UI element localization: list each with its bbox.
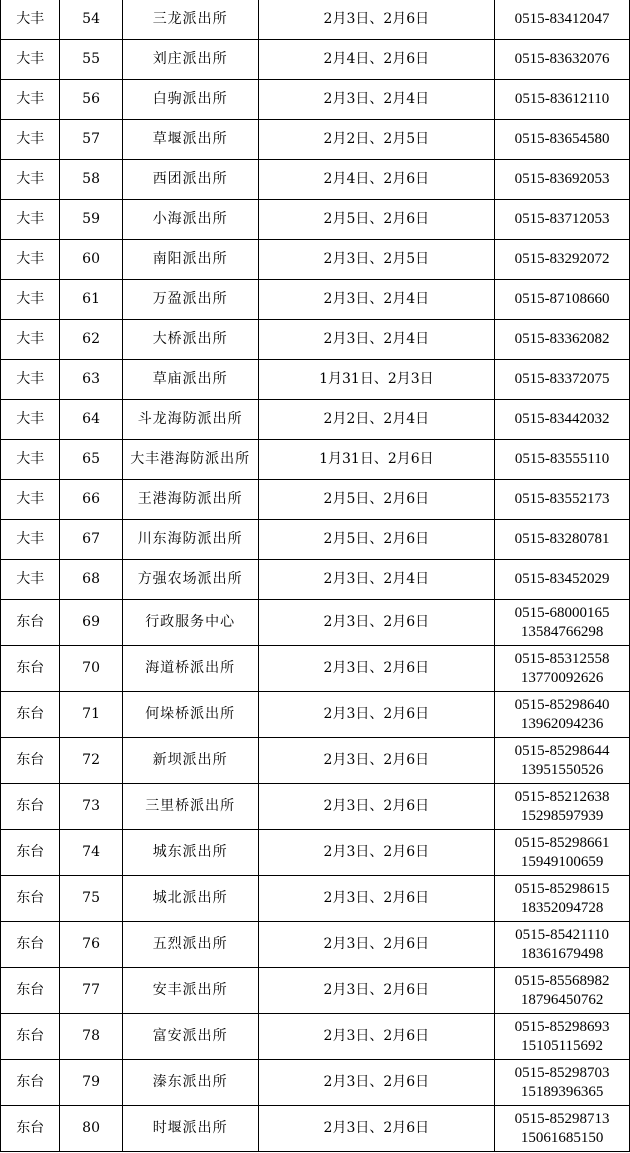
phone-number: 0515-85212638 [514, 788, 610, 805]
number-cell: 61 [60, 280, 122, 320]
table-row [1, 80, 630, 120]
phone-number: 18361679498 [520, 945, 604, 962]
phone-number: 0515-83692053 [514, 171, 610, 187]
phone-cell [495, 160, 630, 200]
phone-cell [495, 80, 630, 120]
station-name-cell: 大桥派出所 [122, 320, 258, 360]
district-cell: 东台 [1, 692, 60, 738]
district-cell: 大丰 [1, 280, 60, 320]
district-cell: 东台 [1, 738, 60, 784]
phone-number: 0515-85298693 [514, 1018, 610, 1035]
table-row [1, 968, 630, 1014]
table-row [1, 320, 630, 360]
table-row [1, 1060, 630, 1106]
district-cell: 大丰 [1, 480, 60, 520]
phone-cell [495, 400, 630, 440]
station-name-cell: 新坝派出所 [122, 738, 258, 784]
phone-number: 0515-85298615 [514, 880, 610, 897]
phone-cell [495, 1014, 630, 1060]
district-cell: 大丰 [1, 120, 60, 160]
phone-number: 0515-85298661 [514, 834, 610, 851]
station-name-cell: 富安派出所 [122, 1014, 258, 1060]
phone-cell [495, 520, 630, 560]
dates-cell: 2月3日、2月6日 [258, 876, 495, 922]
phone-number: 0515-83280781 [514, 531, 610, 547]
dates-cell: 2月2日、2月4日 [258, 400, 495, 440]
phone-number: 0515-83555110 [514, 451, 610, 467]
number-cell: 77 [60, 968, 122, 1014]
district-cell: 东台 [1, 830, 60, 876]
district-cell: 大丰 [1, 200, 60, 240]
table-row [1, 360, 630, 400]
table-row [1, 830, 630, 876]
dates-cell: 2月3日、2月6日 [258, 784, 495, 830]
phone-number: 0515-83442032 [514, 411, 610, 427]
station-name-cell: 刘庄派出所 [122, 40, 258, 80]
dates-cell: 2月3日、2月6日 [258, 646, 495, 692]
number-cell: 68 [60, 560, 122, 600]
station-name-cell: 白驹派出所 [122, 80, 258, 120]
number-cell: 65 [60, 440, 122, 480]
phone-cell [495, 1106, 630, 1152]
table-row [1, 1014, 630, 1060]
station-name-cell: 草堰派出所 [122, 120, 258, 160]
number-cell: 72 [60, 738, 122, 784]
phone-number: 0515-85298644 [514, 742, 610, 759]
station-name-cell: 草庙派出所 [122, 360, 258, 400]
table-row [1, 646, 630, 692]
dates-cell: 1月31日、2月6日 [258, 440, 495, 480]
station-name-cell: 南阳派出所 [122, 240, 258, 280]
phone-cell [495, 646, 630, 692]
district-cell: 东台 [1, 922, 60, 968]
phone-number: 15298597939 [520, 807, 604, 824]
dates-cell: 2月5日、2月6日 [258, 480, 495, 520]
district-cell: 东台 [1, 646, 60, 692]
number-cell: 57 [60, 120, 122, 160]
phone-number: 15189396365 [520, 1083, 604, 1100]
number-cell: 60 [60, 240, 122, 280]
number-cell: 59 [60, 200, 122, 240]
phone-cell [495, 738, 630, 784]
station-name-cell: 西团派出所 [122, 160, 258, 200]
phone-number: 0515-83632076 [514, 51, 610, 67]
dates-cell: 2月3日、2月4日 [258, 560, 495, 600]
district-cell: 大丰 [1, 520, 60, 560]
phone-number: 0515-85312558 [514, 650, 610, 667]
station-name-cell: 三里桥派出所 [122, 784, 258, 830]
station-name-cell: 三龙派出所 [122, 0, 258, 40]
district-cell: 东台 [1, 1106, 60, 1152]
dates-cell: 2月3日、2月6日 [258, 692, 495, 738]
phone-number: 13770092626 [520, 669, 604, 686]
phone-number: 0515-83362082 [514, 331, 610, 347]
district-cell: 大丰 [1, 360, 60, 400]
table-row [1, 738, 630, 784]
phone-cell [495, 320, 630, 360]
dates-cell: 2月3日、2月4日 [258, 80, 495, 120]
table-row [1, 40, 630, 80]
dates-cell: 2月3日、2月6日 [258, 922, 495, 968]
district-cell: 大丰 [1, 560, 60, 600]
phone-cell [495, 922, 630, 968]
table-row [1, 520, 630, 560]
phone-number: 0515-83712053 [514, 211, 610, 227]
station-name-cell: 斗龙海防派出所 [122, 400, 258, 440]
dates-cell: 2月3日、2月6日 [258, 600, 495, 646]
phone-cell [495, 1060, 630, 1106]
table-row [1, 784, 630, 830]
district-cell: 大丰 [1, 0, 60, 40]
dates-cell: 2月3日、2月6日 [258, 830, 495, 876]
phone-number: 0515-85298703 [514, 1064, 610, 1081]
table-row [1, 692, 630, 738]
phone-cell [495, 968, 630, 1014]
number-cell: 66 [60, 480, 122, 520]
phone-cell [495, 240, 630, 280]
number-cell: 69 [60, 600, 122, 646]
dates-cell: 2月2日、2月5日 [258, 120, 495, 160]
dates-cell: 2月5日、2月6日 [258, 520, 495, 560]
table-row [1, 440, 630, 480]
table-row [1, 120, 630, 160]
district-cell: 东台 [1, 968, 60, 1014]
table-row [1, 480, 630, 520]
table-row [1, 922, 630, 968]
phone-number: 0515-85421110 [515, 926, 609, 943]
phone-number: 15061685150 [520, 1129, 604, 1146]
number-cell: 56 [60, 80, 122, 120]
station-name-cell: 川东海防派出所 [122, 520, 258, 560]
dates-cell: 1月31日、2月3日 [258, 360, 495, 400]
phone-cell [495, 360, 630, 400]
phone-cell [495, 0, 630, 40]
station-name-cell: 安丰派出所 [122, 968, 258, 1014]
station-name-cell: 城东派出所 [122, 830, 258, 876]
dates-cell: 2月4日、2月6日 [258, 160, 495, 200]
number-cell: 54 [60, 0, 122, 40]
dates-cell: 2月3日、2月5日 [258, 240, 495, 280]
number-cell: 78 [60, 1014, 122, 1060]
station-name-cell: 方强农场派出所 [122, 560, 258, 600]
phone-number: 0515-83372075 [514, 371, 610, 387]
dates-cell: 2月3日、2月6日 [258, 1014, 495, 1060]
number-cell: 64 [60, 400, 122, 440]
number-cell: 63 [60, 360, 122, 400]
number-cell: 76 [60, 922, 122, 968]
phone-number: 0515-85298713 [514, 1110, 610, 1127]
number-cell: 58 [60, 160, 122, 200]
phone-number: 15105115692 [521, 1037, 604, 1054]
phone-cell [495, 876, 630, 922]
station-name-cell: 时堰派出所 [122, 1106, 258, 1152]
table-row [1, 200, 630, 240]
district-cell: 大丰 [1, 320, 60, 360]
table-row [1, 240, 630, 280]
phone-number: 0515-83452029 [514, 571, 610, 587]
station-name-cell: 万盈派出所 [122, 280, 258, 320]
district-cell: 大丰 [1, 440, 60, 480]
number-cell: 71 [60, 692, 122, 738]
phone-cell [495, 200, 630, 240]
dates-cell: 2月3日、2月4日 [258, 280, 495, 320]
phone-number: 15949100659 [520, 853, 604, 870]
district-cell: 东台 [1, 876, 60, 922]
phone-cell [495, 830, 630, 876]
station-name-cell: 何垛桥派出所 [122, 692, 258, 738]
table-row [1, 1106, 630, 1152]
phone-cell [495, 692, 630, 738]
phone-number: 0515-85568982 [514, 972, 610, 989]
station-name-cell: 王港海防派出所 [122, 480, 258, 520]
station-name-cell: 城北派出所 [122, 876, 258, 922]
table-row [1, 876, 630, 922]
phone-cell [495, 280, 630, 320]
table-row [1, 280, 630, 320]
phone-number: 0515-83654580 [514, 131, 610, 147]
table-row [1, 160, 630, 200]
dates-cell: 2月5日、2月6日 [258, 200, 495, 240]
station-name-cell: 行政服务中心 [122, 600, 258, 646]
dates-cell: 2月3日、2月4日 [258, 320, 495, 360]
number-cell: 80 [60, 1106, 122, 1152]
dates-cell: 2月3日、2月6日 [258, 1106, 495, 1152]
table-row [1, 0, 630, 40]
district-cell: 大丰 [1, 80, 60, 120]
dates-cell: 2月4日、2月6日 [258, 40, 495, 80]
dates-cell: 2月3日、2月6日 [258, 0, 495, 40]
station-name-cell: 五烈派出所 [122, 922, 258, 968]
phone-number: 0515-83552173 [514, 491, 610, 507]
number-cell: 73 [60, 784, 122, 830]
station-name-cell: 小海派出所 [122, 200, 258, 240]
district-cell: 东台 [1, 600, 60, 646]
phone-cell [495, 440, 630, 480]
phone-cell [495, 600, 630, 646]
number-cell: 70 [60, 646, 122, 692]
dates-cell: 2月3日、2月6日 [258, 968, 495, 1014]
table-row [1, 400, 630, 440]
district-cell: 大丰 [1, 40, 60, 80]
district-cell: 东台 [1, 784, 60, 830]
district-cell: 大丰 [1, 160, 60, 200]
district-cell: 大丰 [1, 400, 60, 440]
district-cell: 东台 [1, 1014, 60, 1060]
number-cell: 67 [60, 520, 122, 560]
phone-number: 0515-68000165 [514, 604, 610, 621]
station-name-cell: 海道桥派出所 [122, 646, 258, 692]
phone-number: 13584766298 [520, 623, 604, 640]
phone-cell [495, 40, 630, 80]
phone-number: 13951550526 [520, 761, 604, 778]
station-name-cell: 大丰港海防派出所 [122, 440, 258, 480]
table-body [1, 0, 630, 1152]
phone-number: 0515-83292072 [514, 251, 610, 267]
phone-cell [495, 560, 630, 600]
number-cell: 74 [60, 830, 122, 876]
phone-cell [495, 480, 630, 520]
phone-number: 0515-85298640 [514, 696, 610, 713]
number-cell: 62 [60, 320, 122, 360]
table-row [1, 560, 630, 600]
station-name-cell: 溱东派出所 [122, 1060, 258, 1106]
phone-number: 0515-83412047 [514, 11, 610, 27]
phone-cell [495, 120, 630, 160]
phone-number: 18796450762 [520, 991, 604, 1008]
phone-number: 0515-83612110 [514, 91, 610, 107]
phone-number: 13962094236 [520, 715, 604, 732]
phone-cell [495, 784, 630, 830]
dates-cell: 2月3日、2月6日 [258, 1060, 495, 1106]
district-cell: 东台 [1, 1060, 60, 1106]
district-cell: 大丰 [1, 240, 60, 280]
number-cell: 75 [60, 876, 122, 922]
table-row [1, 600, 630, 646]
number-cell: 55 [60, 40, 122, 80]
phone-number: 18352094728 [520, 899, 604, 916]
number-cell: 79 [60, 1060, 122, 1106]
phone-number: 0515-87108660 [514, 291, 610, 307]
dates-cell: 2月3日、2月6日 [258, 738, 495, 784]
